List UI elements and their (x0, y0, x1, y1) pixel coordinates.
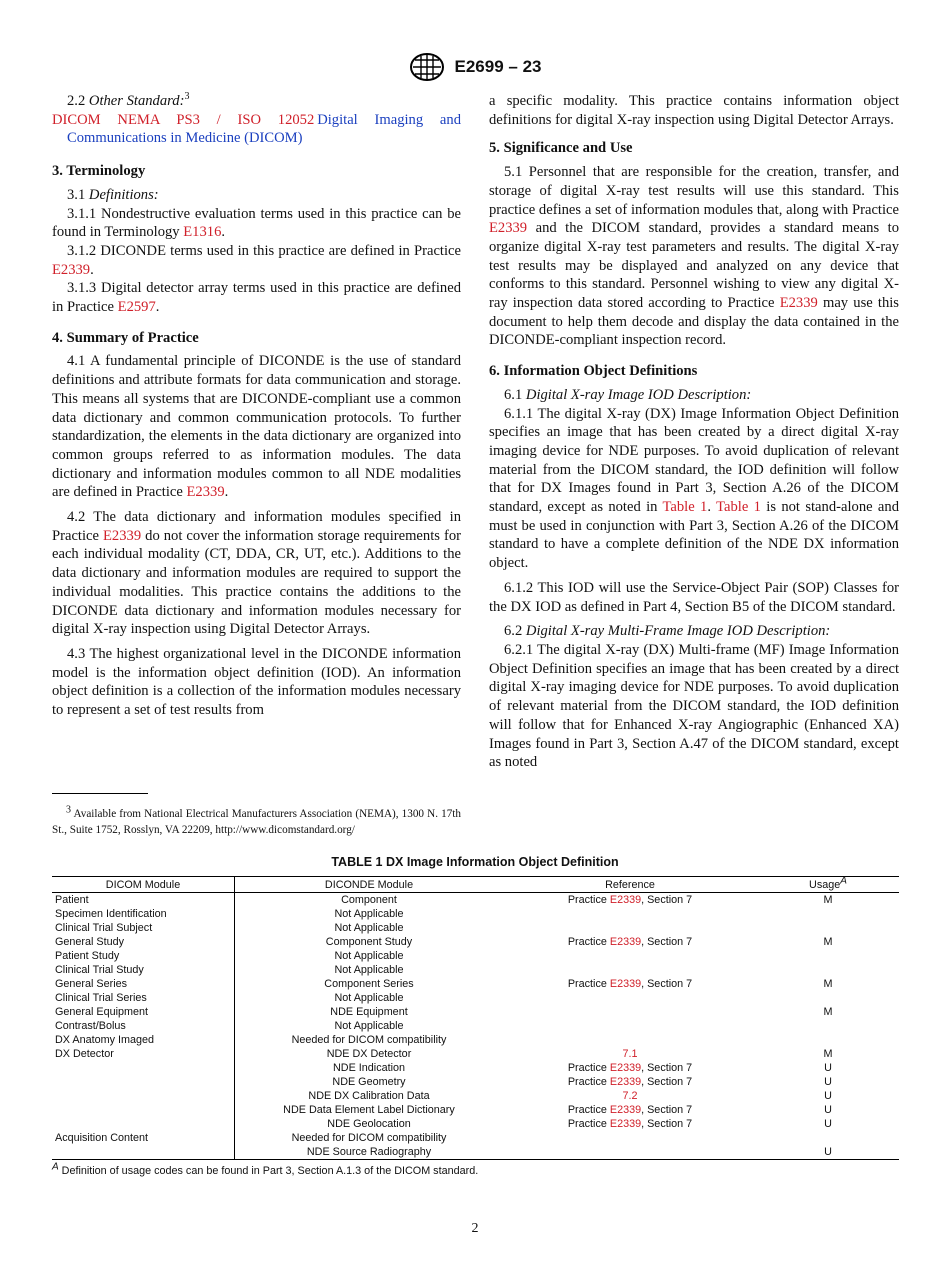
link-e2339[interactable]: E2339 (186, 484, 225, 501)
cell-diconde-module: Not Applicable (334, 963, 404, 976)
section-4-3: 4.3 The highest organizational level in the DICONDE information model is the information object definition (IOD). An information object definition is a collection of the information modules necessary to represent a set of test results from (52, 645, 461, 719)
cell-reference (503, 1019, 757, 1033)
cell-dicom-module: General Study (52, 935, 235, 949)
cell-dicom-module: DX Detector (52, 1047, 235, 1061)
table-row (52, 1117, 899, 1131)
section-2-2: 2.2 Other Standard:$^3$ (67, 91, 190, 109)
cell-usage: U (824, 1103, 832, 1116)
table-row (52, 935, 899, 949)
table-row (52, 1033, 899, 1047)
cell-dicom-module: Contrast/Bolus (52, 1019, 235, 1033)
cell-diconde-module: Component Study (325, 935, 413, 948)
cell-reference: Practice E2339, Section 7 (567, 893, 693, 906)
cell-reference (503, 1089, 757, 1103)
reference-link[interactable]: E2339 (609, 1117, 642, 1130)
cell-dicom-module (52, 1075, 235, 1089)
cell-reference (503, 1005, 757, 1019)
section-4-3-continued: a specific modality. This practice contains information object definitions for digital X-ray inspection using Digital Detector Arrays. (489, 93, 899, 128)
table-row (52, 893, 899, 908)
cell-diconde-module: NDE Geolocation (327, 1117, 411, 1130)
section-4-1: 4.1 A fundamental principle of DICONDE is the use of standard definitions and attribute formats for data communication and storage. This means all systems that are DICONDE-compliant use a common data dictionary and common communication protocols. To further standardization, the elements in the data dictionary are organized into common groups referred to as information modules. The data dictionary and information modules common to all NDE modalities are defined in Practice E2339. (52, 353, 461, 501)
cell-dicom-module: General Series (52, 977, 235, 991)
section-6-2-1: 6.2.1 The digital X-ray (DX) Multi-frame (MF) Image Information Object Definition specifies an image that has been created by a direct digital X-ray imaging device for NDE purposes. To avoid duplication of relevant material from the DICOM standard, the IOD definition will follow that for Enhanced X-ray Angiographic (Enhanced XA) Images found in Part 3, Section A.47 of the DICOM standard, except as noted (489, 641, 899, 771)
link-e2339[interactable]: E2339 (779, 295, 818, 312)
table-row (52, 1019, 899, 1033)
cell-usage (757, 949, 899, 963)
section-3-1: 3.1 Definitions: (67, 186, 159, 203)
cell-diconde-module: Component (341, 893, 397, 906)
table-row (52, 991, 899, 1005)
cell-dicom-module: Clinical Trial Subject (52, 921, 235, 935)
cell-usage (757, 907, 899, 921)
section-4-heading: 4. Summary of Practice (52, 329, 199, 346)
table-title: TABLE 1 DX Image Information Object Definition (331, 855, 619, 869)
cell-usage (757, 1019, 899, 1033)
section-5-1: 5.1 Personnel that are responsible for the creation, transfer, and storage of digital X-ray test results will use this standard. This practice defines a set of information modules that, along with Practice E2339 and the DICOM standard, provides a standard means to organize digital X-ray test parameters and results. The digital X-ray test results may be displayed and analyzed on any device that conforms to this standard. Personnel wishing to view any digital X-ray inspection data stored according to Practice E2339 may use this document to help them decode and display the data contained in the DICONDE-compliant inspection record. (489, 164, 899, 349)
cell-usage (757, 1131, 899, 1145)
cell-diconde-module: Needed for DICOM compatibility (291, 1033, 447, 1046)
cell-dicom-module: General Equipment (52, 1005, 235, 1019)
section-6-2: 6.2 Digital X-ray Multi-Frame Image IOD Description: (504, 623, 831, 640)
section-4-2: 4.2 The data dictionary and information modules specified in Practice E2339 do not cover the information storage requirements for each individual modality (CT, DDA, CR, UT, etc.). Additions to the data dictionary and information modules are required to support the individual modalities. This practice contains the additions to the DICONDE data dictionary and information modules necessary for digital X-ray inspection using Digital Detector Arrays. (52, 509, 461, 638)
cell-reference: Practice E2339, Section 7 (567, 977, 693, 990)
cell-reference (503, 907, 757, 921)
section-5-heading: 5. Significance and Use (489, 140, 633, 157)
cell-usage: M (823, 977, 833, 990)
dicom-reference (52, 111, 461, 148)
cell-dicom-module (52, 1117, 235, 1131)
section-3-1-2: 3.1.2 DICONDE terms used in this practice are defined in Practice E2339. (52, 242, 461, 278)
section-3-1-3: 3.1.3 Digital detector array terms used in this practice are defined in Practice E2597. (52, 280, 461, 316)
cell-usage (757, 991, 899, 1005)
cell-reference: Practice E2339, Section 7 (567, 1075, 693, 1088)
table-row (52, 907, 899, 921)
cell-usage: M (823, 893, 833, 906)
reference-link[interactable]: E2339 (609, 1103, 642, 1116)
cell-reference (503, 1047, 757, 1061)
footnote: $^3$ Available from National Electrical Manufacturers Association (NEMA), 1300 N. 17th St., Suite 1752, Rosslyn, VA 22209, http://www.dicomstandard.org/ (52, 804, 462, 836)
cell-diconde-module: NDE DX Detector (326, 1047, 412, 1060)
dicom-ref-code: DICOM NEMA PS3 / ISO 12052 (52, 111, 315, 128)
iod-table (52, 876, 899, 1160)
link-table-1[interactable]: Table 1 (662, 499, 708, 516)
cell-usage: U (824, 1061, 832, 1074)
table-row (52, 1005, 899, 1019)
link-table-1[interactable]: Table 1 (716, 499, 761, 516)
cell-reference (503, 1131, 757, 1145)
cell-reference (503, 921, 757, 935)
section-3-1-1: 3.1.1 Nondestructive evaluation terms used in this practice can be found in Terminology E1316. (52, 205, 461, 241)
cell-dicom-module: Patient (52, 893, 235, 908)
table-row (52, 1131, 899, 1145)
cell-dicom-module: Clinical Trial Study (52, 963, 235, 977)
table-row (52, 977, 899, 991)
link-e2339[interactable]: E2339 (489, 220, 528, 237)
table-row (52, 949, 899, 963)
left-column (52, 92, 461, 720)
cell-diconde-module: NDE Geometry (332, 1075, 406, 1088)
cell-dicom-module (52, 1145, 235, 1160)
page-header (0, 52, 950, 82)
dicom-ref-link[interactable]: Digital Imaging and Communications in Medicine (DICOM) (67, 111, 461, 147)
section-6-1-2: 6.1.2 This IOD will use the Service-Object Pair (SOP) Classes for the DX IOD as defined in Part 4, Section B5 of the DICOM standard. (489, 579, 899, 615)
cell-reference (503, 991, 757, 1005)
right-column (489, 92, 899, 772)
header-dicom-module: DICOM Module (52, 877, 235, 893)
cell-reference (503, 963, 757, 977)
header-reference: Reference (503, 877, 757, 893)
cell-dicom-module (52, 1089, 235, 1103)
cell-dicom-module (52, 1061, 235, 1075)
cell-usage: M (823, 1047, 833, 1060)
cell-reference: Practice E2339, Section 7 (567, 935, 693, 948)
cell-usage (757, 1033, 899, 1047)
cell-diconde-module: NDE DX Calibration Data (308, 1089, 430, 1102)
cell-dicom-module: Patient Study (52, 949, 235, 963)
cell-diconde-module: Not Applicable (334, 907, 404, 920)
reference-link[interactable]: 7.1 (622, 1047, 638, 1060)
cell-dicom-module: Acquisition Content (52, 1131, 235, 1145)
table-row (52, 1047, 899, 1061)
cell-diconde-module: Needed for DICOM compatibility (291, 1131, 447, 1144)
table-row (52, 1145, 899, 1160)
link-e2339[interactable]: E2339 (103, 527, 142, 544)
cell-diconde-module: NDE Equipment (330, 1005, 408, 1018)
table-row (52, 963, 899, 977)
cell-diconde-module: NDE Source Radiography (235, 1145, 504, 1160)
cell-dicom-module: Specimen Identification (52, 907, 235, 921)
cell-dicom-module: DX Anatomy Imaged (52, 1033, 235, 1047)
cell-reference: Practice E2339, Section 7 (567, 1103, 693, 1116)
table-header-row (52, 877, 899, 893)
cell-usage: M (823, 1005, 833, 1018)
section-6-1: 6.1 Digital X-ray Image IOD Description: (504, 386, 752, 403)
table-row (52, 921, 899, 935)
cell-diconde-module: Component Series (324, 977, 414, 990)
cell-reference: Practice E2339, Section 7 (567, 1117, 693, 1130)
header-usage: Usage$^A$ (757, 877, 899, 893)
link-e2339[interactable]: E2339 (52, 261, 91, 278)
link-e2597[interactable]: E2597 (117, 299, 156, 316)
cell-usage (757, 921, 899, 935)
section-6-heading: 6. Information Object Definitions (489, 363, 698, 380)
table-row (52, 1089, 899, 1103)
cell-reference: Practice E2339, Section 7 (567, 1061, 693, 1074)
cell-diconde-module: Not Applicable (334, 1019, 404, 1032)
cell-reference (503, 1033, 757, 1047)
cell-diconde-module: NDE Data Element Label Dictionary (283, 1103, 455, 1116)
cell-diconde-module: NDE Indication (332, 1061, 405, 1074)
footnote-divider (52, 793, 148, 794)
header-diconde-module: DICONDE Module (235, 877, 504, 893)
cell-usage: U (824, 1075, 832, 1088)
reference-link[interactable]: E2339 (609, 1061, 642, 1074)
table-row (52, 1075, 899, 1089)
cell-usage (757, 963, 899, 977)
reference-link[interactable]: E2339 (609, 935, 642, 948)
cell-usage: U (824, 1117, 832, 1130)
cell-dicom-module: Clinical Trial Series (52, 991, 235, 1005)
reference-link[interactable]: E2339 (609, 977, 642, 990)
standard-code: E2699 – 23 (454, 57, 542, 76)
cell-diconde-module: Not Applicable (334, 949, 404, 962)
cell-diconde-module: Not Applicable (334, 991, 404, 1004)
cell-dicom-module (52, 1103, 235, 1117)
reference-link[interactable]: E2339 (609, 893, 642, 906)
reference-link[interactable]: 7.2 (622, 1089, 638, 1102)
cell-reference (503, 949, 757, 963)
table-row (52, 1061, 899, 1075)
astm-logo-icon (409, 52, 445, 82)
link-e1316[interactable]: E1316 (183, 224, 222, 241)
cell-reference (503, 1145, 757, 1160)
section-3-heading: 3. Terminology (52, 163, 146, 180)
section-6-1-1: 6.1.1 The digital X-ray (DX) Image Information Object Definition specifies an image that has been created by a direct digital X-ray imaging device for NDE purposes. To avoid duplication of relevant material from the DICOM standard, the IOD definition will follow that for DX Images found in Part 3, Section A.26 of the DICOM standard, except as noted in Table 1. Table 1 is not stand-alone and must be used in conjunction with Part 3, Section A.26 of the DICOM standard to have a complete definition of the NDE DX information object. (489, 405, 899, 572)
cell-diconde-module: Not Applicable (334, 921, 404, 934)
reference-link[interactable]: E2339 (609, 1075, 642, 1088)
page-number: 2 (471, 1221, 479, 1236)
table-footnote: $^A$ Definition of usage codes can be found in Part 3, Section A.1.3 of the DICOM standard. (52, 1161, 479, 1177)
cell-usage: U (757, 1145, 899, 1160)
cell-usage: U (824, 1089, 832, 1102)
table-row (52, 1103, 899, 1117)
cell-usage: M (823, 935, 833, 948)
